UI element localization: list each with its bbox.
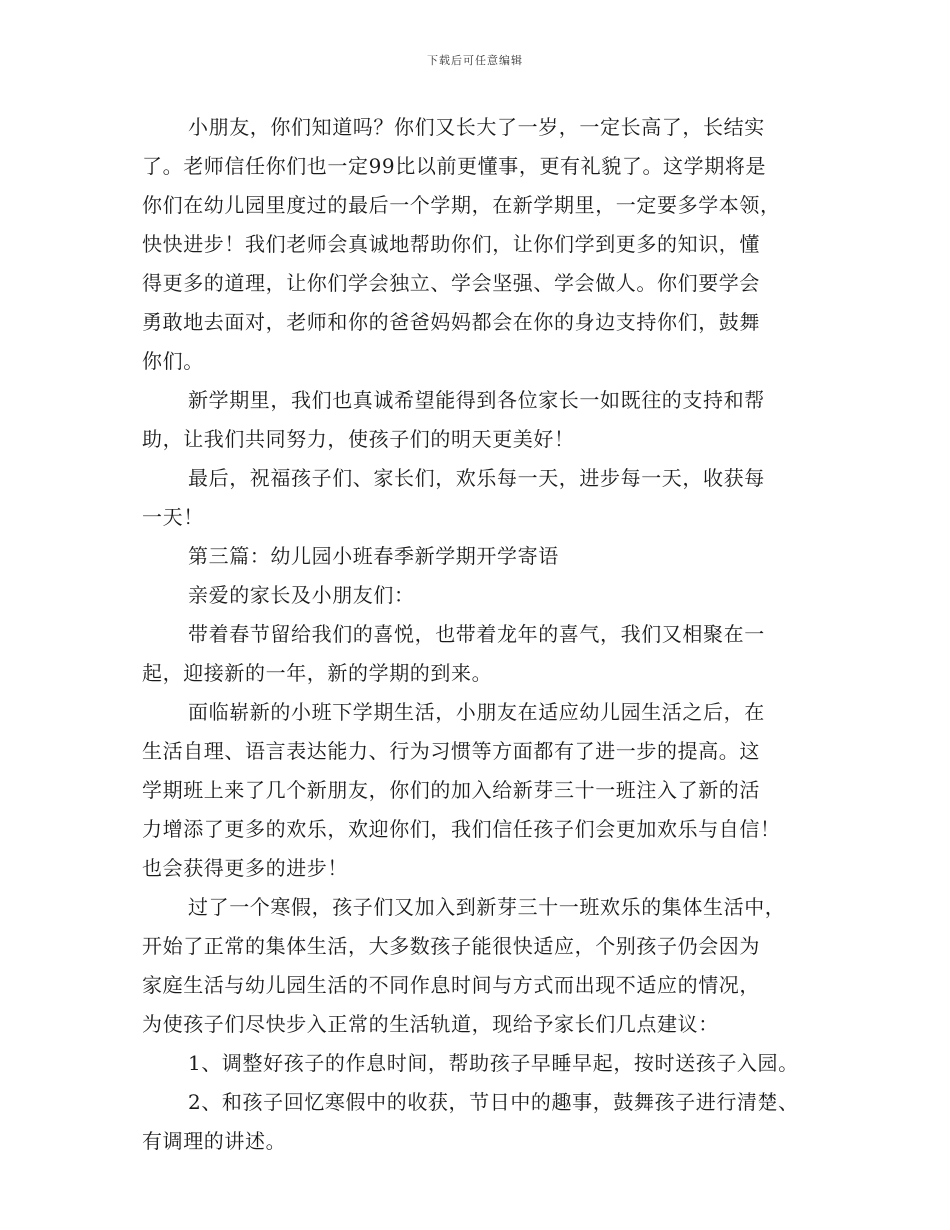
text-line: 家庭生活与幼儿园生活的不同作息时间与方式而出现不适应的情况， — [142, 973, 760, 997]
text-line: 亲爱的家长及小朋友们： — [188, 583, 415, 607]
text-line: 小朋友，你们知道吗？你们又长大了一岁，一定长高了，长结实 — [188, 115, 765, 139]
text-line: 1、调整好孩子的作息时间，帮助孩子早睡早起，按时送孩子入园。 — [188, 1051, 799, 1075]
document-body — [142, 108, 822, 1161]
text-line: 过了一个寒假，孩子们又加入到新芽三十一班欢乐的集体生活中， — [188, 895, 786, 919]
page-header: 下载后可任意编辑 — [427, 54, 523, 67]
text-line: 新学期里，我们也真诚希望能得到各位家长一如既往的支持和帮 — [188, 388, 765, 412]
text-line: 力增添了更多的欢乐，欢迎你们，我们信任孩子们会更加欢乐与自信！ — [142, 817, 781, 841]
text-line: 带着春节留给我们的喜悦，也带着龙年的喜气，我们又相聚在一 — [188, 622, 765, 646]
text-line: 也会获得更多的进步！ — [142, 856, 348, 880]
text-line: 了。老师信任你们也一定99比以前更懂事，更有礼貌了。这学期将是 — [142, 154, 767, 178]
text-line: 勇敢地去面对，老师和你的爸爸妈妈都会在你的身边支持你们，鼓舞 — [142, 310, 760, 334]
text-line: 学期班上来了几个新朋友，你们的加入给新芽三十一班注入了新的活 — [142, 778, 760, 802]
text-line: 2、和孩子回忆寒假中的收获，节日中的趣事，鼓舞孩子进行清楚、 — [188, 1090, 799, 1114]
text-line: 面临崭新的小班下学期生活，小朋友在适应幼儿园生活之后，在 — [188, 700, 765, 724]
text-line: 起，迎接新的一年，新的学期的到来。 — [142, 661, 493, 685]
text-line: 助，让我们共同努力，使孩子们的明天更美好！ — [142, 427, 575, 451]
text-line: 为使孩子们尽快步入正常的生活轨道，现给予家长们几点建议： — [142, 1012, 719, 1036]
text-line: 快快进步！我们老师会真诚地帮助你们，让你们学到更多的知识，懂 — [142, 232, 760, 256]
text-line: 有调理的讲述。 — [142, 1129, 287, 1153]
text-line: 开始了正常的集体生活，大多数孩子能很快适应，个别孩子仍会因为 — [142, 934, 760, 958]
text-line: 得更多的道理，让你们学会独立、学会坚强、学会做人。你们要学会 — [142, 271, 760, 295]
text-line: 一天！ — [142, 505, 204, 529]
text-line: 你们在幼儿园里度过的最后一个学期，在新学期里，一定要多学本领， — [142, 193, 781, 217]
text-line: 最后，祝福孩子们、家长们，欢乐每一天，进步每一天，收获每 — [188, 466, 765, 490]
text-line: 你们。 — [142, 349, 204, 373]
text-line: 第三篇：幼儿园小班春季新学期开学寄语 — [188, 544, 559, 568]
text-line: 生活自理、语言表达能力、行为习惯等方面都有了进一步的提高。这 — [142, 739, 760, 763]
